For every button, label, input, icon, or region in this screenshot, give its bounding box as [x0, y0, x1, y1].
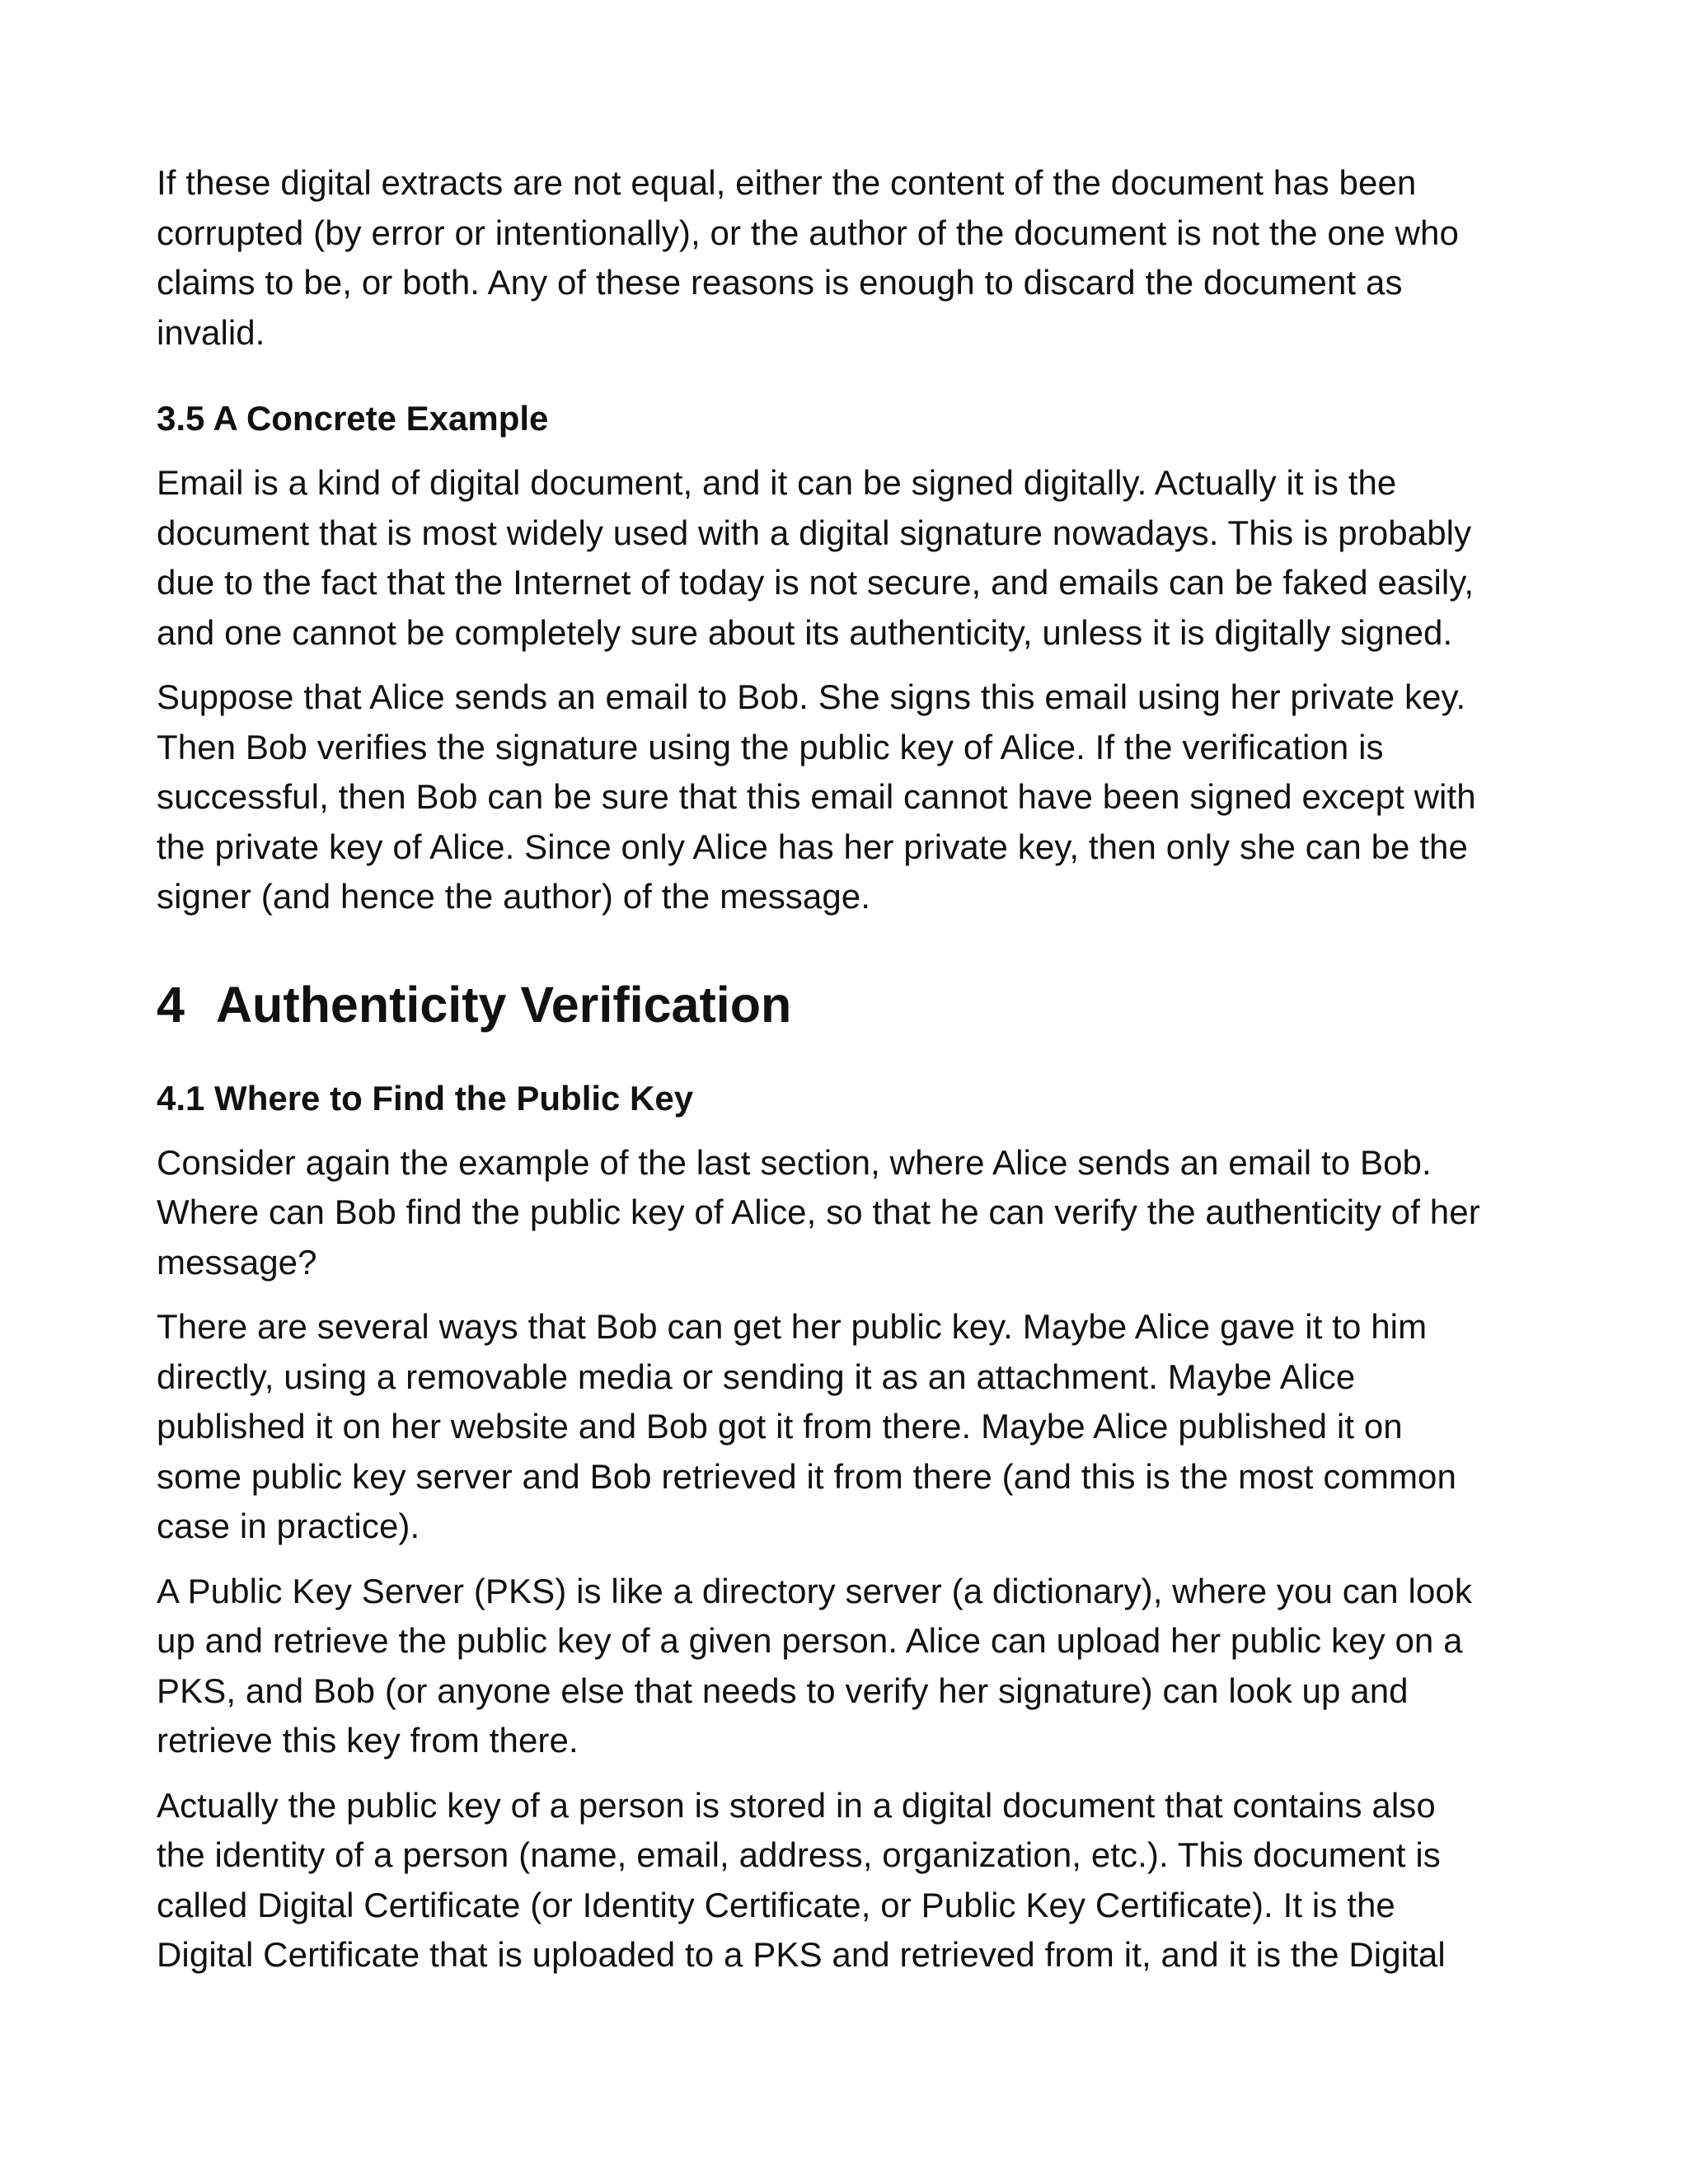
section-3-5-heading: 3.5 A Concrete Example	[157, 399, 549, 438]
text-line: Then Bob verifies the signature using the public key of Alice. If the verification is	[157, 727, 1384, 766]
text-line: A Public Key Server (PKS) is like a directory server (a dictionary), where you can look	[157, 1571, 1472, 1610]
text-line: called Digital Certificate (or Identity Certificate, or Public Key Certificate). It is the	[157, 1885, 1395, 1924]
section-4-number: 4	[157, 976, 185, 1033]
section-4-title: Authenticity Verification	[216, 976, 792, 1033]
text-line: Digital Certificate that is uploaded to a PKS and retrieved from it, and it is the Digital	[157, 1935, 1446, 1974]
section-4-1-paragraph-3	[157, 1567, 1541, 1766]
text-line: some public key server and Bob retrieved it from there (and this is the most common	[157, 1456, 1456, 1496]
text-line: signer (and hence the author) of the message.	[157, 877, 871, 916]
text-line: There are several ways that Bob can get her public key. Maybe Alice gave it to him	[157, 1307, 1428, 1346]
text-line: message?	[157, 1242, 317, 1282]
text-line: case in practice).	[157, 1507, 420, 1545]
text-line: retrieve this key from there.	[157, 1721, 579, 1760]
text-line: corrupted (by error or intentionally), or the author of the document is not the one who	[157, 213, 1459, 252]
section-4-heading	[157, 972, 1541, 1038]
text-line: If these digital extracts are not equal, either the content of the document has been	[157, 163, 1417, 202]
intro-paragraph	[157, 158, 1541, 358]
text-line: directly, using a removable media or sending it as an attachment. Maybe Alice	[157, 1357, 1356, 1396]
text-line: the private key of Alice. Since only Alice has her private key, then only she can be the	[157, 827, 1468, 866]
text-line: document that is most widely used with a digital signature nowadays. This is probably	[157, 513, 1472, 552]
text-line: and one cannot be completely sure about its authenticity, unless it is digitally signed.	[157, 612, 1453, 652]
text-line: invalid.	[157, 312, 265, 352]
text-line: due to the fact that the Internet of today is not secure, and emails can be faked easily,	[157, 563, 1475, 602]
text-line: PKS, and Bob (or anyone else that needs to verify her signature) can look up and	[157, 1671, 1409, 1710]
text-line: Actually the public key of a person is stored in a digital document that contains also	[157, 1785, 1436, 1825]
section-3-5-paragraph-2	[157, 673, 1541, 922]
section-4-1-paragraph-4	[157, 1781, 1541, 1980]
section-4-1-paragraph-2	[157, 1302, 1541, 1552]
section-3-5-paragraph-1	[157, 458, 1541, 658]
text-line: the identity of a person (name, email, address, organization, etc.). This document is	[157, 1835, 1441, 1874]
text-line: Where can Bob find the public key of Alice, so that he can verify the authenticity of her	[157, 1193, 1480, 1231]
document-page	[157, 158, 1541, 1980]
text-line: Consider again the example of the last section, where Alice sends an email to Bob.	[157, 1142, 1432, 1182]
text-line: up and retrieve the public key of a given person. Alice can upload her public key on a	[157, 1621, 1463, 1660]
section-4-1-heading: 4.1 Where to Find the Public Key	[157, 1078, 694, 1118]
text-line: successful, then Bob can be sure that this email cannot have been signed except with	[157, 777, 1476, 816]
section-4-1-paragraph-1	[157, 1138, 1541, 1288]
text-line: Suppose that Alice sends an email to Bob. She signs this email using her private key.	[157, 677, 1466, 716]
text-line: published it on her website and Bob got it from there. Maybe Alice published it on	[157, 1407, 1403, 1446]
text-line: Email is a kind of digital document, and it can be signed digitally. Actually it is the	[157, 463, 1397, 502]
text-line: claims to be, or both. Any of these reasons is enough to discard the document as	[157, 263, 1403, 302]
